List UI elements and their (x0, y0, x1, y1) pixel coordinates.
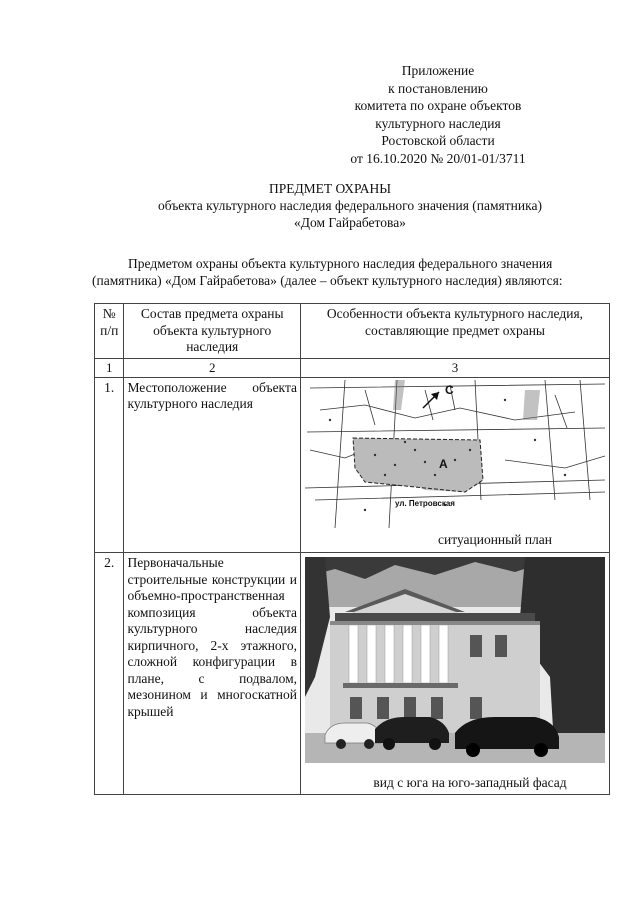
appendix-line: от 16.10.2020 № 20/01-01/3711 (350, 150, 526, 166)
street-label: ул. Петровская (395, 498, 455, 508)
row-figure-cell (301, 377, 610, 553)
column-number-row (95, 358, 610, 377)
table-header-row (95, 304, 610, 359)
title-object-name: «Дом Гайрабетова» (294, 215, 406, 230)
row-description: Первоначальные строительные конструкции и объемно-пространственная композиция объекта культурного наследия кирпичного, 2-х этажного, сложной конфигурации в плане, с подвалом, мезонином и многоскатной крышей (127, 555, 297, 719)
appendix-line: Ростовской области (381, 133, 495, 149)
appendix-line: к постановлению (388, 80, 488, 96)
column-number: 1 (95, 358, 124, 377)
situation-plan-map (305, 380, 605, 528)
intro-paragraph: Предметом охраны объекта культурного наследия федерального значения (памятника) «Дом Гайрабетова» (далее – объект культурного наследия) являются: (92, 256, 563, 289)
appendix-line: Приложение (401, 63, 475, 78)
north-label: С (445, 382, 454, 397)
building-photo (305, 557, 605, 763)
header-composition: Состав предмета охраны объекта культурного наследия (124, 304, 301, 359)
header-features: Особенности объекта культурного наследия, составляющие предмет охраны (301, 304, 610, 359)
title-subtitle: объекта культурного наследия федерального значения (памятника) (158, 198, 542, 213)
appendix-block (298, 62, 578, 168)
appendix-line: комитета по охране объектов (354, 98, 522, 114)
protection-table (94, 303, 610, 795)
figure-caption: вид с юга на юго-западный фасад (373, 775, 567, 790)
title-heading: ПРЕДМЕТ ОХРАНЫ (268, 181, 392, 196)
plot-label: А (439, 456, 448, 471)
row-num: 1. (95, 377, 124, 553)
row-figure-cell (301, 553, 610, 795)
row-text (124, 377, 301, 553)
figure-caption: ситуационный план (438, 531, 552, 547)
column-number: 3 (301, 358, 610, 377)
document-title (80, 180, 620, 231)
row-num: 2. (95, 553, 124, 795)
appendix-line: культурного наследия (375, 115, 501, 131)
row-text (124, 553, 301, 795)
table-row (95, 553, 610, 795)
header-num: № п/п (95, 304, 124, 359)
column-number: 2 (124, 358, 301, 377)
row-description: Местоположение объекта культурного наследия (127, 379, 297, 411)
table-row (95, 377, 610, 553)
